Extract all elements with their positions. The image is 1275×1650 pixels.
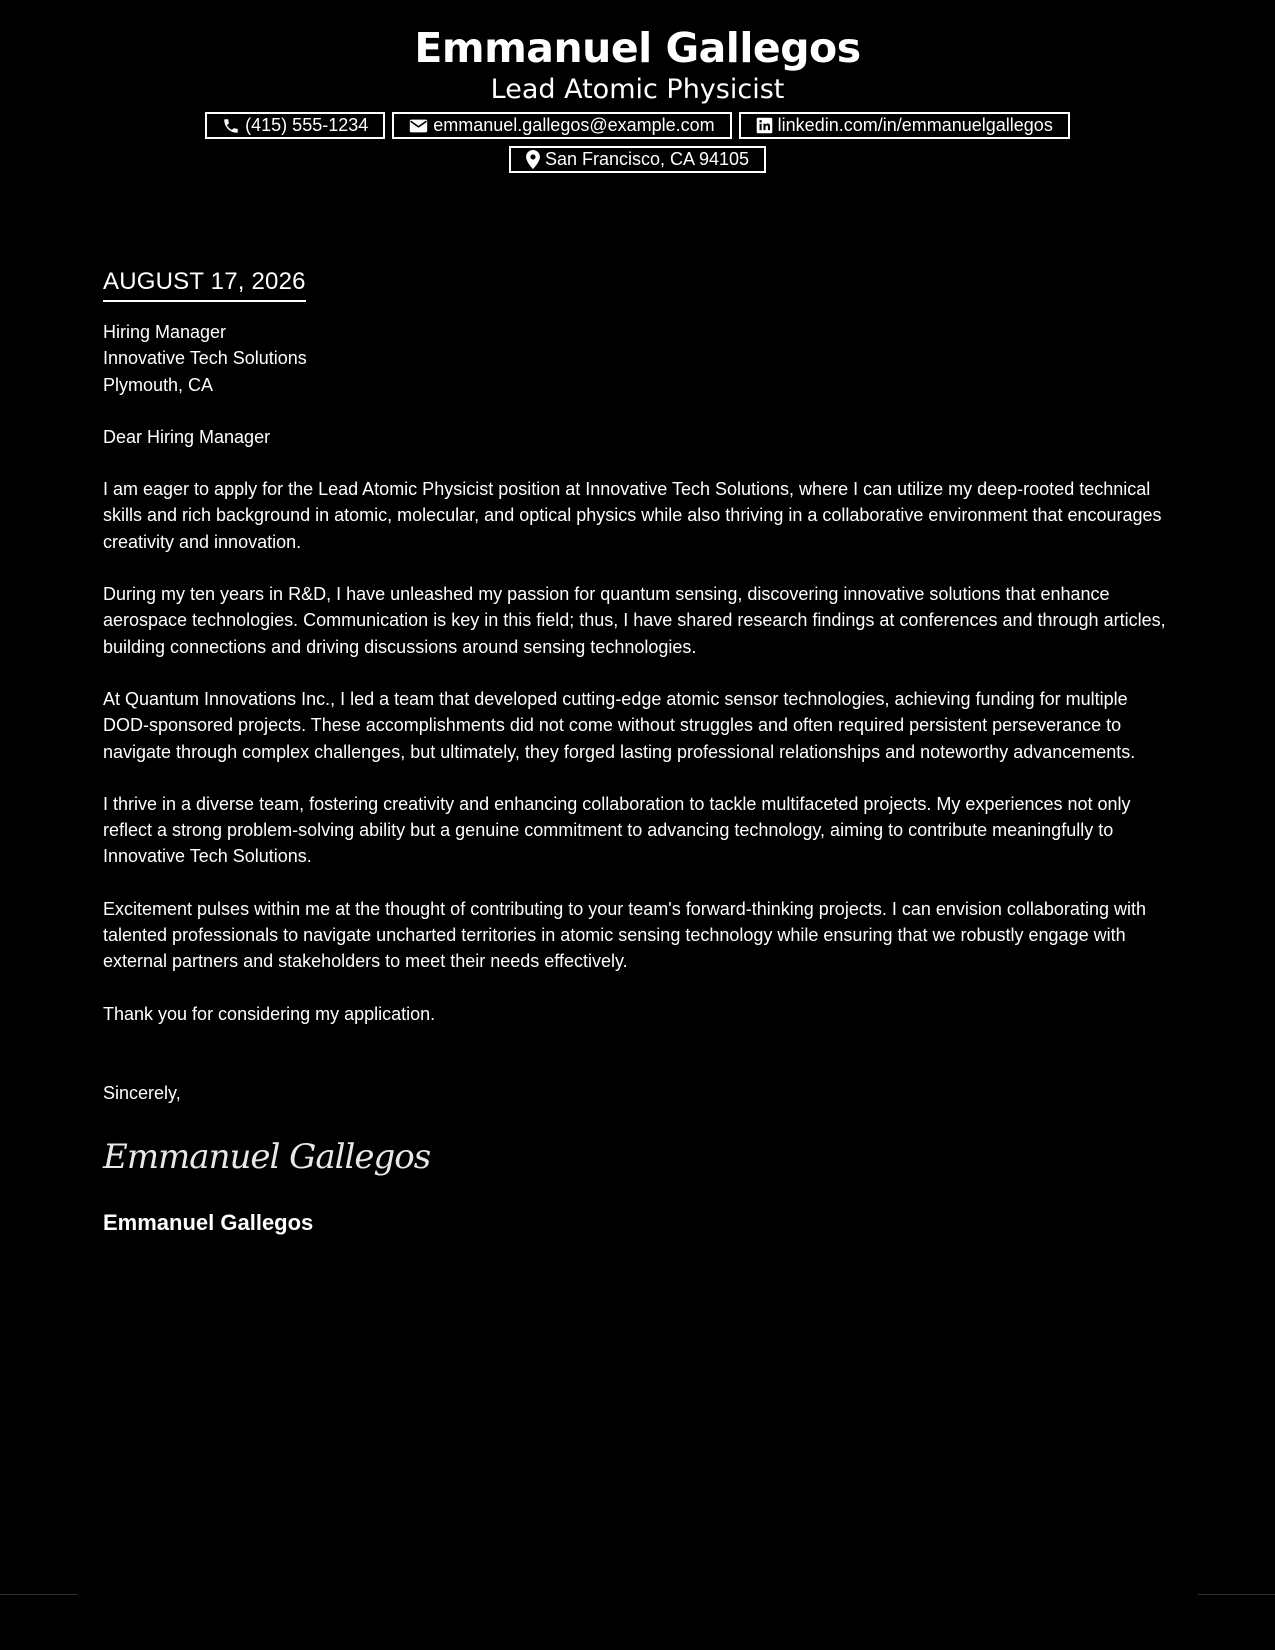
map-marker-icon xyxy=(526,150,540,169)
applicant-title: Lead Atomic Physicist xyxy=(490,74,785,105)
location-text: San Francisco, CA 94105 xyxy=(544,149,750,169)
body-paragraph: At Quantum Innovations Inc., I led a team that developed cutting-edge atomic sensor technologies, achieving funding for multiple DOD-sponsored projects. These accomplishments did not come without struggles and often required persistent perseverance to navigate through complex challenges, but ultimately, they forged lasting professional relationships and noteworthy advancements. xyxy=(103,688,1136,762)
phone-text: (415) 555-1234 xyxy=(245,115,369,135)
footer-divider-left xyxy=(0,1594,77,1595)
closing: Sincerely, xyxy=(103,1082,181,1103)
contact-email xyxy=(392,112,731,139)
body-paragraph: During my ten years in R&D, I have unleashed my passion for quantum sensing, discovering innovative solutions that enhance aerospace technologies. Communication is key in this field; thus, I have shared research findings at conferences and through articles, building connections and driving discussions around sensing technologies. xyxy=(103,584,1166,657)
contact-location xyxy=(509,146,766,173)
salutation: Dear Hiring Manager xyxy=(103,426,271,447)
signer-name: Emmanuel Gallegos xyxy=(103,1210,314,1236)
body-paragraph: Thank you for considering my application. xyxy=(103,1003,436,1024)
letter-body xyxy=(103,264,1173,1237)
footer-divider-right xyxy=(1198,1594,1275,1595)
recipient-block xyxy=(103,319,1173,398)
contact-phone xyxy=(205,112,385,139)
handwritten-signature: Emmanuel Gallegos xyxy=(103,1137,431,1178)
phone-icon xyxy=(222,117,240,135)
contact-row xyxy=(0,112,1275,139)
envelope-icon xyxy=(409,118,428,134)
linkedin-text: linkedin.com/in/emmanuelgallegos xyxy=(777,115,1053,135)
contact-linkedin xyxy=(739,112,1070,139)
recipient-company: Innovative Tech Solutions xyxy=(103,348,307,369)
body-paragraph: I thrive in a diverse team, fostering creativity and enhancing collaboration to tackle multifaceted projects. My experiences not only reflect a strong problem-solving ability but a genuine commitment to advancing technology, aiming to contribute meaningfully to Innovative Tech Solutions. xyxy=(103,793,1131,867)
email-text: emmanuel.gallegos@example.com xyxy=(433,115,715,135)
linkedin-icon xyxy=(756,117,773,134)
contact-row-location xyxy=(0,146,1275,173)
letter-date: AUGUST 17, 2026 xyxy=(103,264,306,302)
recipient-location: Plymouth, CA xyxy=(103,374,214,395)
recipient-name: Hiring Manager xyxy=(103,322,227,342)
body-paragraph: Excitement pulses within me at the thought of contributing to your team's forward-thinking projects. I can envision collaborating with talented professionals to navigate uncharted territories in atomic sensing technology while ensuring that we robustly engage with external partners and stakeholders to meet their needs effectively. xyxy=(103,898,1146,972)
body-paragraph: I am eager to apply for the Lead Atomic Physicist position at Innovative Tech Solutions, where I can utilize my deep-rooted technical skills and rich background in atomic, molecular, and optical physics while also thriving in a collaborative environment that encourages creativity and innovation. xyxy=(103,479,1162,552)
letter-header xyxy=(0,22,1275,173)
applicant-name: Emmanuel Gallegos xyxy=(414,24,861,72)
